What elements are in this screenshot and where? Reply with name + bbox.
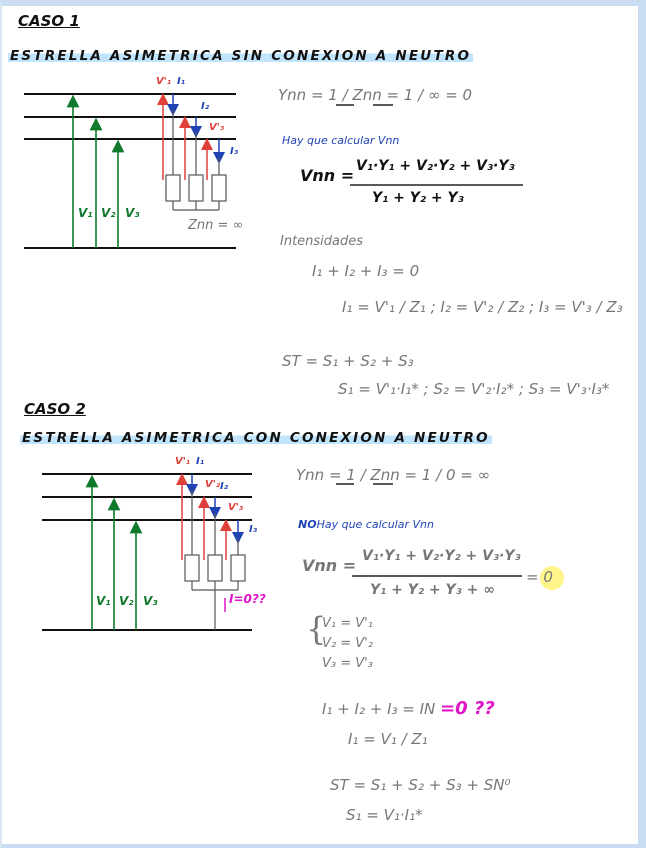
case1-v1-label: V₁ [78, 206, 93, 220]
case1-subtitle-text: ESTRELLA ASIMETRICA SIN CONEXION A NEUTRO [10, 48, 472, 64]
case1-vnn-numerator: V₁·Y₁ + V₂·Y₂ + V₃·Y₃ [356, 158, 515, 174]
case1-i1-label: I₁ [177, 76, 186, 87]
case2-note-prefix: NO [298, 518, 317, 531]
case1-vnn-denominator: Y₁ + Y₂ + Y₃ [372, 190, 464, 206]
case1-title: CASO 1 [18, 12, 80, 30]
system-brace: { [306, 610, 327, 648]
case2-neutral-current-note: I=0?? [229, 592, 266, 606]
case1-vnn-label: Vnn = [300, 166, 355, 185]
case2-i1-equation: I₁ = V₁ / Z₁ [348, 730, 428, 748]
case2-system-eq3: V₃ = V'₃ [322, 656, 373, 671]
case1-i2-label: I₂ [201, 101, 210, 112]
case2-current-sum-text: I₁ + I₂ + I₃ = IN [322, 700, 436, 718]
case2-system-eq2: V₂ = V'₂ [322, 636, 373, 651]
case2-vp1-label: V'₁ [175, 456, 191, 467]
case2-vnn-numerator: V₁·Y₁ + V₂·Y₂ + V₃·Y₃ [362, 548, 521, 564]
case2-note-text: Hay que calcular Vnn [316, 518, 434, 531]
case1-power-equations: S₁ = V'₁·I₁* ; S₂ = V'₂·I₂* ; S₃ = V'₃·I₃* [338, 380, 610, 398]
case2-note [298, 518, 434, 531]
case2-current-sum [322, 698, 495, 719]
case1-v2-label: V₂ [101, 206, 116, 220]
case1-vp3-label: V'₃ [209, 122, 225, 133]
case2-i2-label: I₂ [220, 481, 229, 492]
case2-subtitle-text: ESTRELLA ASIMETRICA CON CONEXION A NEUTRO [22, 430, 490, 446]
case2-vnn-denominator: Y₁ + Y₂ + Y₃ + ∞ [370, 582, 495, 598]
case1-v3-label: V₃ [125, 206, 140, 220]
case1-vp1-label: V'₁ [156, 76, 172, 87]
case2-power-sum: ST = S₁ + S₂ + S₃ + SN⁰ [330, 776, 511, 794]
case1-ynn-equation: Ynn = 1 / Znn = 1 / ∞ = 0 [278, 86, 473, 104]
case1-i3-label: I₃ [230, 146, 239, 157]
case2-v1-label: V₁ [96, 594, 111, 608]
case2-i3-label: I₃ [249, 524, 258, 535]
case2-vnn-result: = 0 [526, 568, 553, 586]
case1-znn-label: Znn = ∞ [188, 218, 244, 233]
case2-title: CASO 2 [24, 400, 86, 418]
case1-current-sum: I₁ + I₂ + I₃ = 0 [312, 262, 420, 280]
case2-ynn-equation: Ynn = 1 / Znn = 1 / 0 = ∞ [296, 466, 491, 484]
case2-vp3-label: V'₃ [228, 502, 244, 513]
intensities-title: Intensidades [280, 234, 364, 249]
case1-power-sum: ST = S₁ + S₂ + S₃ [282, 352, 414, 370]
case2-subtitle [20, 430, 492, 446]
case1-source-arrows [73, 101, 118, 248]
case2-current-sum-note: =0 ?? [440, 698, 495, 719]
case2-vp2-label: V'₂ [205, 479, 221, 490]
case2-system-eq1: V₁ = V'₁ [322, 616, 373, 631]
case2-vnn-label: Vnn = [302, 556, 357, 575]
case1-current-equations: I₁ = V'₁ / Z₁ ; I₂ = V'₂ / Z₂ ; I₃ = V'₃ / Z₃ [342, 298, 623, 316]
case2-v3-label: V₃ [143, 594, 158, 608]
case2-i1-label: I₁ [196, 456, 205, 467]
case1-note: Hay que calcular Vnn [282, 134, 400, 147]
case2-s1-equation: S₁ = V₁·I₁* [346, 806, 423, 824]
fraction-bars [336, 105, 523, 576]
case2-v2-label: V₂ [119, 594, 134, 608]
